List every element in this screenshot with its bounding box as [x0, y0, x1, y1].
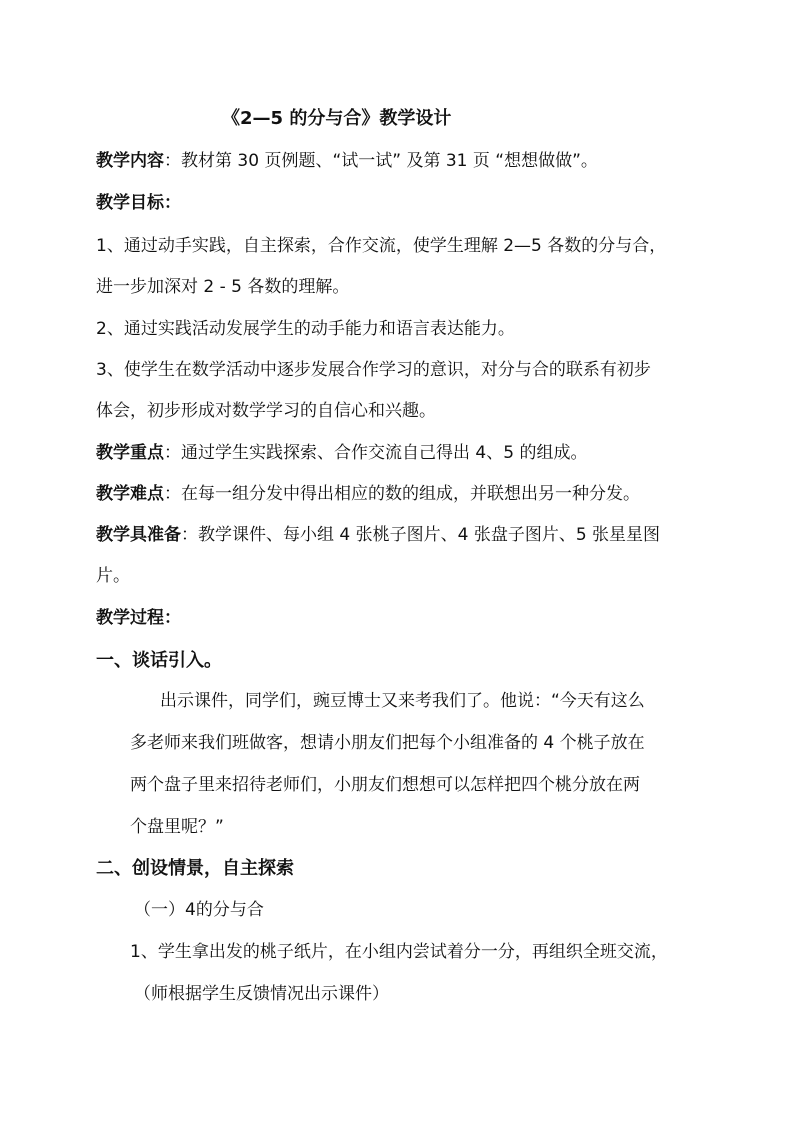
goal-2-line-1: 2、通过实践活动发展学生的动手能力和语言表达能力。: [96, 319, 515, 339]
preparation: [96, 523, 660, 547]
key-point-label: 教学重点: [96, 443, 164, 463]
section-1-line-2: 多老师来我们班做客，想请小朋友们把每个小组准备的 4 个桃子放在: [130, 733, 645, 753]
goal-1-line-2: 进一步加深对 2 - 5 各数的理解。: [96, 277, 350, 297]
section-1-heading: 一、谈话引入。: [96, 650, 222, 671]
preparation-label: 教学具准备: [96, 525, 181, 545]
section-1-line-1: 出示课件，同学们，豌豆博士又来考我们了。他说：“今天有这么: [160, 691, 645, 711]
section-2-sub: （一）4的分与合: [134, 900, 264, 920]
goals-heading: 教学目标：: [96, 193, 181, 213]
goal-1-line-1: 1、通过动手实践，自主探索，合作交流，使学生理解 2—5 各数的分与合，: [96, 236, 667, 256]
teaching-content-label: 教学内容: [96, 151, 164, 171]
section-2-item-line-1: 1、学生拿出发的桃子纸片，在小组内尝试着分一分，再组织全班交流，: [130, 942, 668, 962]
section-2-item-line-2: （师根据学生反馈情况出示课件）: [134, 984, 389, 1004]
difficulty-label: 教学难点: [96, 484, 164, 504]
goal-3-line-1: 3、使学生在数学活动中逐步发展合作学习的意识，对分与合的联系有初步: [96, 360, 651, 380]
preparation-text: ：教学课件、每小组 4 张桃子图片、4 张盘子图片、5 张星星图: [181, 525, 661, 545]
teaching-content-text: ：教材第 30 页例题、“试一试” 及第 31 页 “想想做做”。: [164, 151, 598, 171]
key-point: [96, 441, 587, 465]
preparation-line-2: 片。: [96, 566, 130, 586]
process-heading: 教学过程：: [96, 608, 181, 628]
section-2-heading: 二、创设情景，自主探索: [96, 858, 294, 879]
key-point-text: ：通过学生实践探索、合作交流自己得出 4、5 的组成。: [164, 443, 588, 463]
page-title: 《2—5 的分与合》教学设计: [222, 108, 452, 129]
section-1-line-3: 两个盘子里来招待老师们，小朋友们想想可以怎样把四个桃分放在两: [130, 775, 640, 795]
goal-3-line-2: 体会，初步形成对数学学习的自信心和兴趣。: [96, 401, 436, 421]
teaching-content: [96, 149, 598, 173]
section-1-line-4: 个盘里呢？”: [130, 817, 224, 837]
difficulty-text: ：在每一组分发中得出相应的数的组成，并联想出另一种分发。: [164, 484, 640, 504]
difficulty: [96, 482, 640, 506]
